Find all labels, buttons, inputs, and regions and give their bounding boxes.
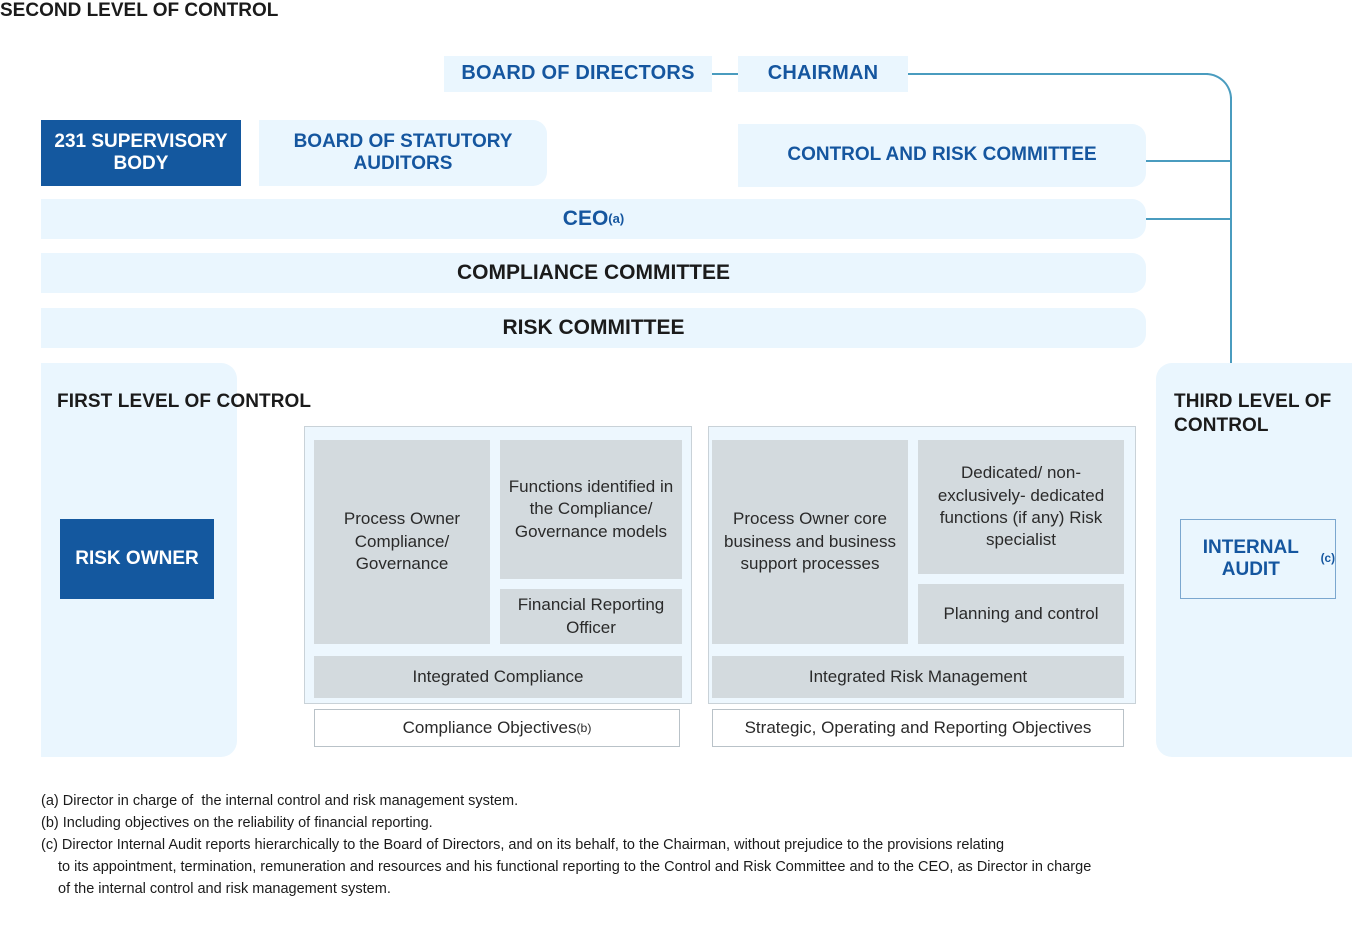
board-of-directors-node[interactable] (444, 56, 712, 92)
integrated-compliance-node[interactable] (314, 656, 682, 698)
compliance-objectives-node[interactable] (314, 709, 680, 747)
board-of-statutory-auditors-node[interactable] (259, 120, 547, 186)
footnote-c-line-3: of the internal control and risk management system. (58, 881, 391, 898)
financial-reporting-officer-node[interactable] (500, 589, 682, 644)
control-and-risk-committee-label: CONTROL AND RISK COMMITTEE (787, 144, 1097, 166)
connector-to-control-risk-committee (1146, 160, 1232, 162)
footnote-b: (b) Including objectives on the reliability of financial reporting. (41, 815, 433, 832)
functions-identified-models-node[interactable] (500, 440, 682, 579)
footnotes-block (41, 790, 1341, 900)
connector-chairman-right (908, 73, 1208, 75)
risk-committee-label: RISK COMMITTEE (502, 315, 685, 339)
integrated-compliance-label: Integrated Compliance (412, 666, 584, 686)
board-of-directors-label: BOARD OF DIRECTORS (461, 62, 695, 85)
process-owner-compliance-label: Process Owner Compliance/ Governance (343, 509, 461, 574)
internal-audit-node[interactable] (1180, 519, 1336, 599)
integrated-risk-management-node[interactable] (712, 656, 1124, 698)
chairman-node[interactable] (738, 56, 908, 92)
planning-and-control-node[interactable] (918, 584, 1124, 644)
compliance-committee-label: COMPLIANCE COMMITTEE (457, 260, 730, 284)
chairman-label: CHAIRMAN (767, 62, 879, 85)
process-owner-core-business-node[interactable] (712, 440, 908, 644)
dedicated-functions-risk-specialist-node[interactable] (918, 440, 1124, 574)
risk-committee-node[interactable] (41, 308, 1146, 348)
integrated-risk-management-label: Integrated Risk Management (808, 666, 1028, 686)
strategic-operating-reporting-objectives-label: Strategic, Operating and Reporting Objectives (744, 718, 1092, 737)
financial-reporting-officer-label: Financial Reporting Officer (517, 595, 665, 637)
compliance-objectives-footnote-marker: (b) (576, 721, 592, 735)
risk-owner-label: RISK OWNER (75, 547, 199, 569)
connector-elbow-icon (1206, 73, 1232, 99)
process-owner-core-business-label: Process Owner core business and business support processes (723, 509, 896, 574)
first-level-of-control-title: FIRST LEVEL OF CONTROL (57, 391, 312, 412)
ceo-footnote-marker: (a) (608, 211, 625, 227)
supervisory-body-label: 231 SUPERVISORY BODY (54, 130, 228, 174)
third-level-of-control-title: THIRD LEVEL OF CONTROL (1174, 391, 1332, 437)
board-of-statutory-auditors-label: BOARD OF STATUTORY AUDITORS (293, 130, 513, 174)
connector-board-to-chairman (712, 73, 738, 75)
risk-owner-node[interactable] (60, 519, 214, 599)
footnote-c-line-1: (c) Director Internal Audit reports hierarchically to the Board of Directors, and on its behalf, to the Chairman, without prejudice to the provisions relating (41, 837, 1005, 854)
supervisory-body-node[interactable] (41, 120, 241, 186)
footnote-a: (a) Director in charge of the internal control and risk management system. (41, 793, 519, 809)
ceo-label: CEO (562, 206, 609, 230)
process-owner-compliance-node[interactable] (314, 440, 490, 644)
strategic-operating-reporting-objectives-node[interactable] (712, 709, 1124, 747)
functions-identified-models-label: Functions identified in the Compliance/ Governance models (508, 476, 674, 541)
internal-audit-label: INTERNAL AUDIT (1202, 536, 1299, 580)
footnote-c-line-2: to its appointment, termination, remuneration and resources and his functional reporting to the Control and Risk Committee and to the CEO, as Director in charge (58, 859, 1092, 876)
planning-and-control-label: Planning and control (943, 603, 1099, 623)
connector-to-ceo (1146, 218, 1232, 220)
connector-vertical-spine (1230, 97, 1232, 363)
second-level-of-control-title: SECOND LEVEL OF CONTROL (0, 0, 279, 21)
internal-audit-footnote-marker: (c) (1320, 552, 1335, 566)
ceo-node[interactable] (41, 199, 1146, 239)
compliance-committee-node[interactable] (41, 253, 1146, 293)
compliance-objectives-label: Compliance Objectives (402, 718, 577, 737)
control-and-risk-committee-node[interactable] (738, 124, 1146, 187)
dedicated-functions-risk-specialist-label: Dedicated/ non-exclusively- dedicated functions (if any) Risk specialist (937, 463, 1105, 550)
